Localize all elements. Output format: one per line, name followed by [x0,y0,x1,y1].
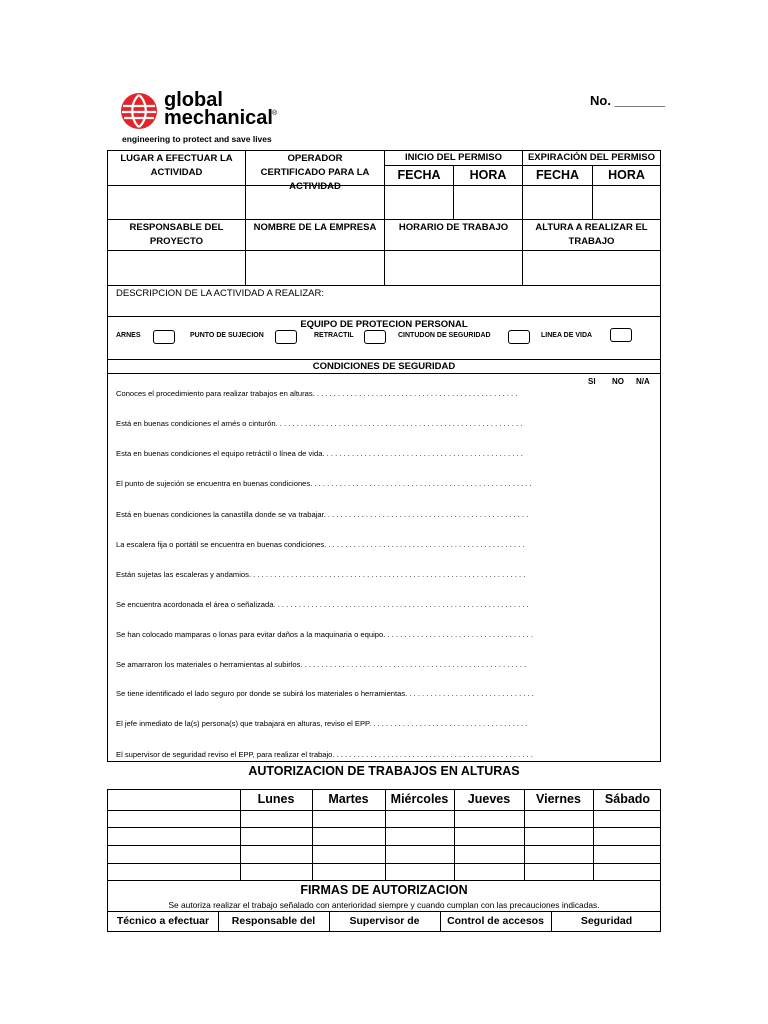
col-no-header: NO [612,377,624,386]
auth-row-line [108,827,660,828]
hora-inicio-input[interactable] [453,185,523,220]
epp-cintudon-label: CINTUDON DE SEGURIDAD [398,332,491,339]
descripcion-label: DESCRIPCION DE LA ACTIVIDAD A REALIZAR: [116,288,325,299]
question-8: Se encuentra acordonada el área o señalizada. . . . . . . . . . . . . . . . . . . . . . . . . . . . . . . . . . . . . . . . . . . . . . . . . . . . . . . . . . . . . [116,600,529,609]
empresa-header-cell [245,219,385,251]
hora-expiracion-header: HORA [592,165,661,186]
question-10: Se amarraron los materiales o herramientas al subirlos. . . . . . . . . . . . . . . . . . . . . . . . . . . . . . . . . . . . . . . . . . . . . . . . . . . . . . [116,660,527,669]
role-seguridad: Seguridad [580,915,633,927]
autorizacion-title: AUTORIZACION DE TRABAJOS EN ALTURAS [248,764,520,778]
epp-cintudon-checkbox[interactable] [508,330,530,344]
firmas-roles-row [107,911,661,932]
logo-registered-mark: ® [272,110,278,117]
epp-punto-label: PUNTO DE SUJECION [190,332,264,339]
day-lunes: Lunes [257,792,295,806]
inicio-header-cell [384,150,523,166]
lugar-header-cell [107,150,246,186]
altura-input[interactable] [522,250,661,286]
empresa-header: NOMBRE DE LA EMPRESA [253,222,377,233]
question-6: La escalera fija o portátil se encuentra en buenas condiciones. . . . . . . . . . . . . . . . . . . . . . . . . . . . . . . . . . . . . . . . . . . . . . . . [116,540,525,549]
autorizacion-table [107,789,661,881]
globe-logo-icon [120,92,158,130]
question-7: Están sujetas las escaleras y andamios. . . . . . . . . . . . . . . . . . . . . . . . . . . . . . . . . . . . . . . . . . . . . . . . . . . . . . . . . . . . . . . . . . [116,570,526,579]
firmas-section [107,880,661,912]
company-logo [120,90,290,150]
fecha-expiracion-input[interactable] [522,185,593,220]
logo-line2: mechanical [164,107,273,129]
question-9: Se han colocado mamparas o lonas para evitar daños a la maquinaria o equipo. . . . . . . . . . . . . . . . . . . . . . . . . . . . . . . . . . . . [116,630,534,639]
question-3: Esta en buenas condiciones el equipo retráctil o línea de vida. . . . . . . . . . . . . . . . . . . . . . . . . . . . . . . . . . . . . . . . . . . . . . . . [116,449,523,458]
question-11: Se tiene identificado el lado seguro por donde se subirá los materiales o herramientas. . . . . . . . . . . . . . . . . . . . . . . . . . . . . . . [116,689,534,698]
epp-arnes-checkbox[interactable] [153,330,175,344]
day-jueves: Jueves [467,792,511,806]
condiciones-title: CONDICIONES DE SEGURIDAD [312,361,456,372]
question-2: Está en buenas condiciones el arnés o cinturón. . . . . . . . . . . . . . . . . . . . . . . . . . . . . . . . . . . . . . . . . . . . . . . . . . . . . . . . . . . [116,419,523,428]
col-na-header: N/A [636,377,650,386]
document-number: No. _______ [590,93,666,108]
role-supervisor: Supervisor de [349,915,420,927]
role-tecnico: Técnico a efectuar [116,915,210,927]
epp-retractil-checkbox[interactable] [364,330,386,344]
auth-row-line [108,863,660,864]
hora-inicio-header: HORA [453,165,523,186]
col-si-header: SI [588,377,596,386]
operador-header: OPERADOR CERTIFICADO PARA LA ACTIVIDAD [260,153,370,192]
role-control-accesos: Control de accesos [447,915,544,927]
firmas-subtitle: Se autoriza realizar el trabajo señalado con anterioridad siempre y cuando cumplan con las precauciones indicadas. [168,900,600,910]
descripcion-field[interactable] [107,285,661,317]
epp-linea-checkbox[interactable] [610,328,632,342]
day-viernes: Viernes [536,792,581,806]
responsable-header-cell [107,219,246,251]
inicio-header: INICIO DEL PERMISO [405,152,502,163]
auth-row-line [108,845,660,846]
horario-input[interactable] [384,250,523,286]
condiciones-title-cell [107,359,661,374]
logo-tagline: engineering to protect and save lives [122,134,272,144]
epp-punto-checkbox[interactable] [275,330,297,344]
question-13: El supervisor de seguridad reviso el EPP, para realizar el trabajo. . . . . . . . . . . . . . . . . . . . . . . . . . . . . . . . . . . . . . . . . . . . . . . . [116,750,533,759]
day-martes: Martes [328,792,369,806]
fecha-inicio-input[interactable] [384,185,454,220]
altura-header: ALTURA A REALIZAR EL TRABAJO [535,222,648,247]
operador-header-cell [245,150,385,192]
question-1: Conoces el procedimiento para realizar trabajos en alturas. . . . . . . . . . . . . . . . . . . . . . . . . . . . . . . . . . . . . . . . . . . . . . . . . [116,389,518,398]
day-sabado: Sábado [604,792,651,806]
expiracion-header: EXPIRACIÓN DEL PERMISO [527,152,656,163]
epp-retractil-label: RETRACTIL [314,332,354,339]
day-miercoles: Miércoles [390,792,449,806]
epp-arnes-label: ARNES [116,332,141,339]
expiracion-header-cell [522,150,661,166]
question-12: El jefe inmediato de la(s) persona(s) que trabajara en alturas, reviso el EPP. . . . . . . . . . . . . . . . . . . . . . . . . . . . . . . . . . . . . . [116,719,528,728]
responsable-header: RESPONSABLE DEL PROYECTO [129,222,224,247]
operador-input[interactable] [245,185,385,220]
lugar-header: LUGAR A EFECTUAR LA ACTIVIDAD [120,153,233,178]
lugar-input[interactable] [107,185,246,220]
question-4: El punto de sujeción se encuentra en buenas condiciones. . . . . . . . . . . . . . . . . . . . . . . . . . . . . . . . . . . . . . . . . . . . . . . . . . . . . [116,479,532,488]
condiciones-body [107,373,661,762]
horario-header: HORARIO DE TRABAJO [398,222,509,233]
auth-row-line [108,810,660,811]
logo-line1: global [164,89,223,111]
responsable-input[interactable] [107,250,246,286]
question-5: Está en buenas condiciones la canastilla donde se va trabajar. . . . . . . . . . . . . . . . . . . . . . . . . . . . . . . . . . . . . . . . . . . . . . . . . [116,510,529,519]
role-responsable: Responsable del [231,915,316,927]
empresa-input[interactable] [245,250,385,286]
firmas-title: FIRMAS DE AUTORIZACION [300,883,468,897]
hora-expiracion-input[interactable] [592,185,661,220]
fecha-inicio-header: FECHA [384,165,454,186]
horario-header-cell [384,219,523,251]
epp-linea-label: LINEA DE VIDA [541,332,593,339]
epp-title: EQUIPO DE PROTECION PERSONAL [300,319,468,330]
fecha-expiracion-header: FECHA [522,165,593,186]
altura-header-cell [522,219,661,251]
